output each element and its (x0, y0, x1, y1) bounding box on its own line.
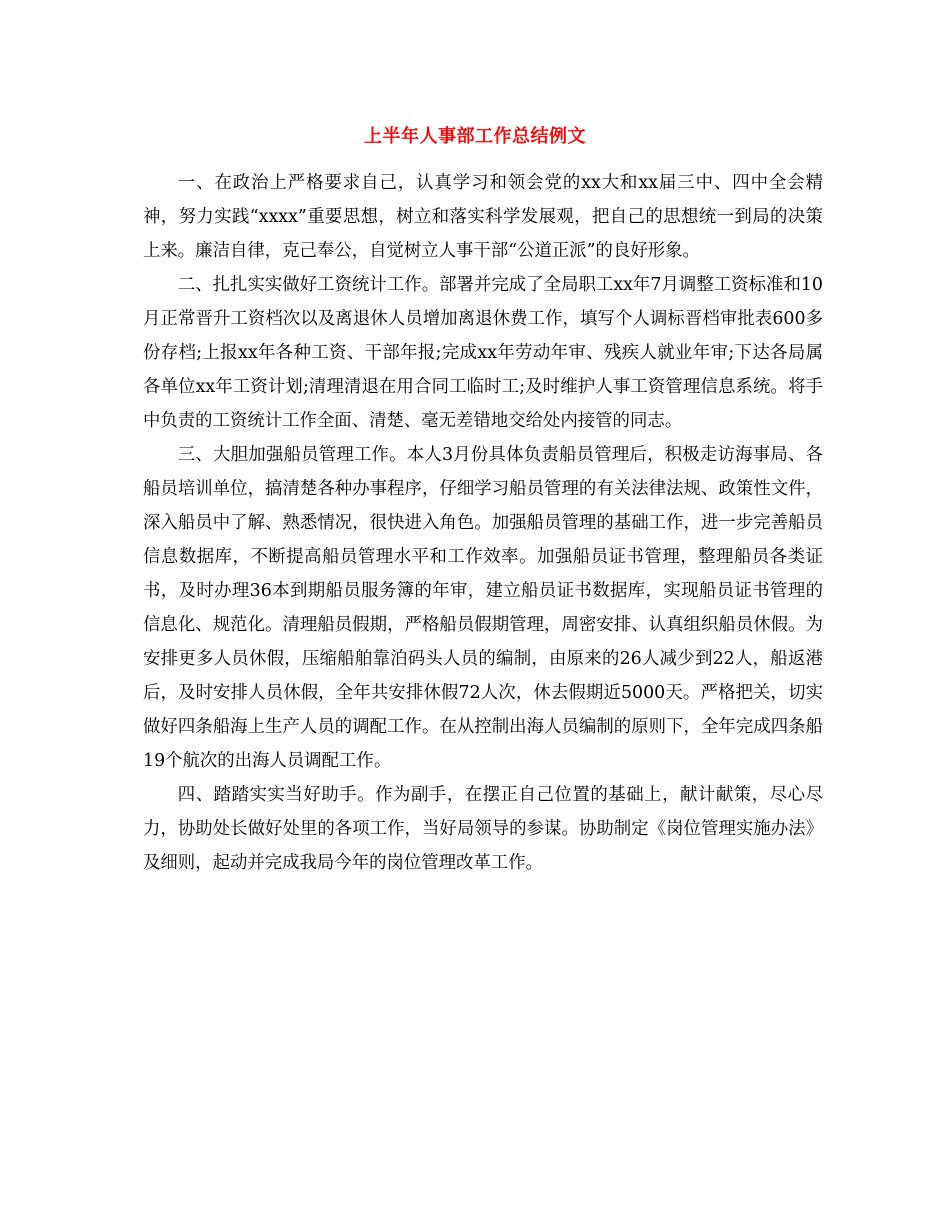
paragraph-2: 二、扎扎实实做好工资统计工作。部署并完成了全局职工xx年7月调整工资标准和10月正常晋升工资档次以及离退休人员增加离退休费工作，填写个人调标晋档审批表600多份存档;上报xx年各种工资、干部年报;完成xx年劳动年审、残疾人就业年审;下达各局属各单位xx年工资计划;清理清退在用合同工临时工;及时维护人事工资管理信息系统。将手中负责的工资统计工作全面、清楚、毫无差错地交给处内接管的同志。 (143, 275, 823, 431)
document-title: 上半年人事部工作总结例文 (364, 126, 586, 147)
document-body (143, 166, 823, 880)
paragraph-1: 一、在政治上严格要求自己，认真学习和领会党的xx大和xx届三中、四中全会精神，努力实践“xxxx”重要思想，树立和落实科学发展观，把自己的思想统一到局的决策上来。廉洁自律，克己奉公，自觉树立人事干部“公道正派”的良好形象。 (143, 173, 823, 261)
paragraph-4: 四、踏踏实实当好助手。作为副手，在摆正自己位置的基础上，献计献策，尽心尽力，协助处长做好处里的各项工作，当好局领导的参谋。协助制定《岗位管理实施办法》及细则，起动并完成我局今年的岗位管理改革工作。 (143, 785, 823, 873)
paragraph-3: 三、大胆加强船员管理工作。本人3月份具体负责船员管理后，积极走访海事局、各船员培训单位，搞清楚各种办事程序，仔细学习船员管理的有关法律法规、政策性文件，深入船员中了解、熟悉情况，很快进入角色。加强船员管理的基础工作，进一步完善船员信息数据库，不断提高船员管理水平和工作效率。加强船员证书管理，整理船员各类证书，及时办理36本到期船员服务簿的年审，建立船员证书数据库，实现船员证书管理的信息化、规范化。清理船员假期，严格船员假期管理，周密安排、认真组织船员休假。为安排更多人员休假，压缩船舶靠泊码头人员的编制，由原来的26人减少到22人，船返港后，及时安排人员休假，全年共安排休假72人次，休去假期近5000天。严格把关，切实做好四条船海上生产人员的调配工作。在从控制出海人员编制的原则下，全年完成四条船19个航次的出海人员调配工作。 (143, 445, 823, 771)
